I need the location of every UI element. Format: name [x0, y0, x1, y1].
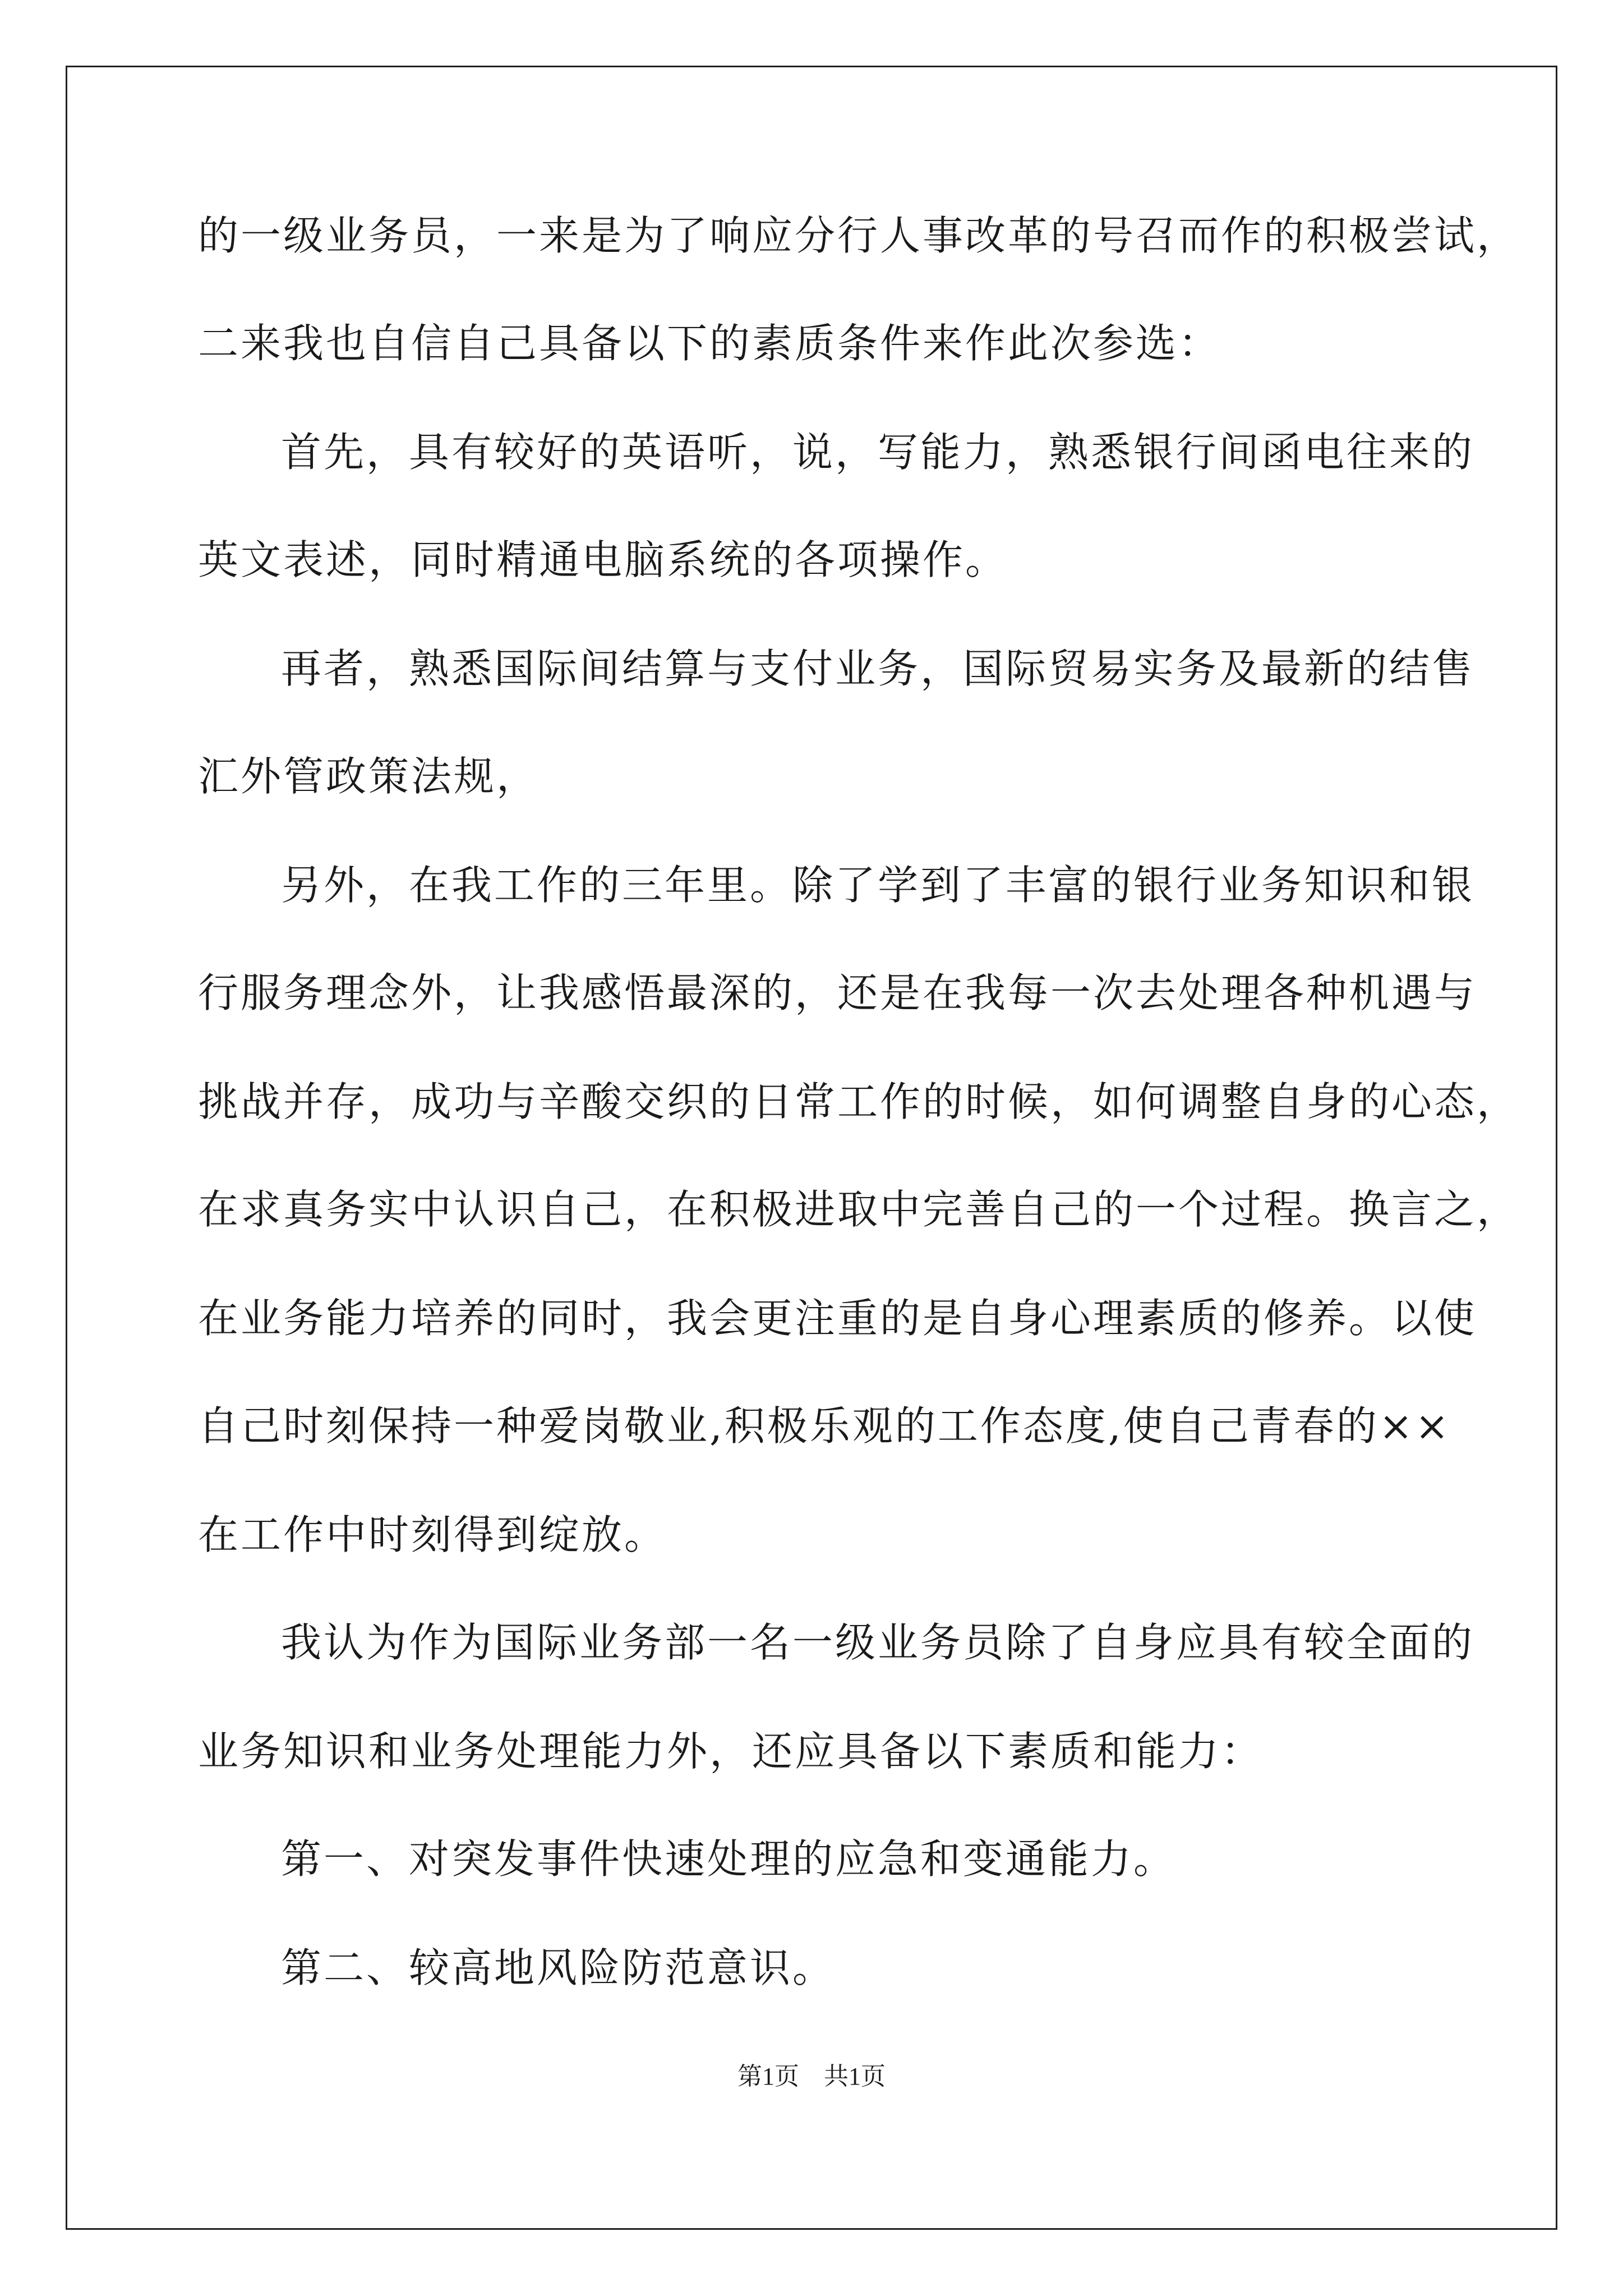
text-line: 英文表述，同时精通电脑系统的各项操作。	[198, 536, 1008, 583]
text-line: 业务知识和业务处理能力外，还应具备以下素质和能力：	[198, 1728, 1264, 1775]
text-line: 的一级业务员，一来是为了响应分行人事改革的号召而作的积极尝试，	[198, 212, 1520, 259]
text-line: 在业务能力培养的同时，我会更注重的是自身心理素质的修养。以使	[198, 1295, 1477, 1342]
text-line: 自己时刻保持一种爱岗敬业,积极乐观的工作态度,使自己青春的××	[198, 1402, 1451, 1450]
paragraph-first-line: 我认为作为国际业务部一名一级业务员除了自身应具有较全面的	[281, 1619, 1475, 1666]
text-line: 二来我也自信自己具备以下的素质条件来作此次参选：	[198, 320, 1221, 367]
text-line: 挑战并存，成功与辛酸交织的日常工作的时候，如何调整自身的心态，	[198, 1078, 1520, 1125]
paragraph-first-line: 第二、较高地风险防范意识。	[281, 1944, 836, 1991]
paragraph-first-line: 另外，在我工作的三年里。除了学到了丰富的银行业务知识和银	[281, 862, 1475, 909]
text-line: 行服务理念外，让我感悟最深的，还是在我每一次去处理各种机遇与	[198, 969, 1477, 1016]
text-line: 在工作中时刻得到绽放。	[198, 1511, 667, 1558]
page-border	[66, 66, 1557, 2230]
page-number-footer: 第1页 共1页	[737, 2063, 886, 2090]
text-line: 在求真务实中认识自己，在积极进取中完善自己的一个过程。换言之，	[198, 1186, 1520, 1233]
paragraph-first-line: 再者，熟悉国际间结算与支付业务，国际贸易实务及最新的结售	[281, 645, 1475, 692]
text-line: 汇外管政策法规，	[198, 753, 540, 800]
paragraph-first-line: 第一、对突发事件快速处理的应急和变通能力。	[281, 1835, 1177, 1883]
paragraph-first-line: 首先，具有较好的英语听，说，写能力，熟悉银行间函电往来的	[281, 429, 1475, 476]
